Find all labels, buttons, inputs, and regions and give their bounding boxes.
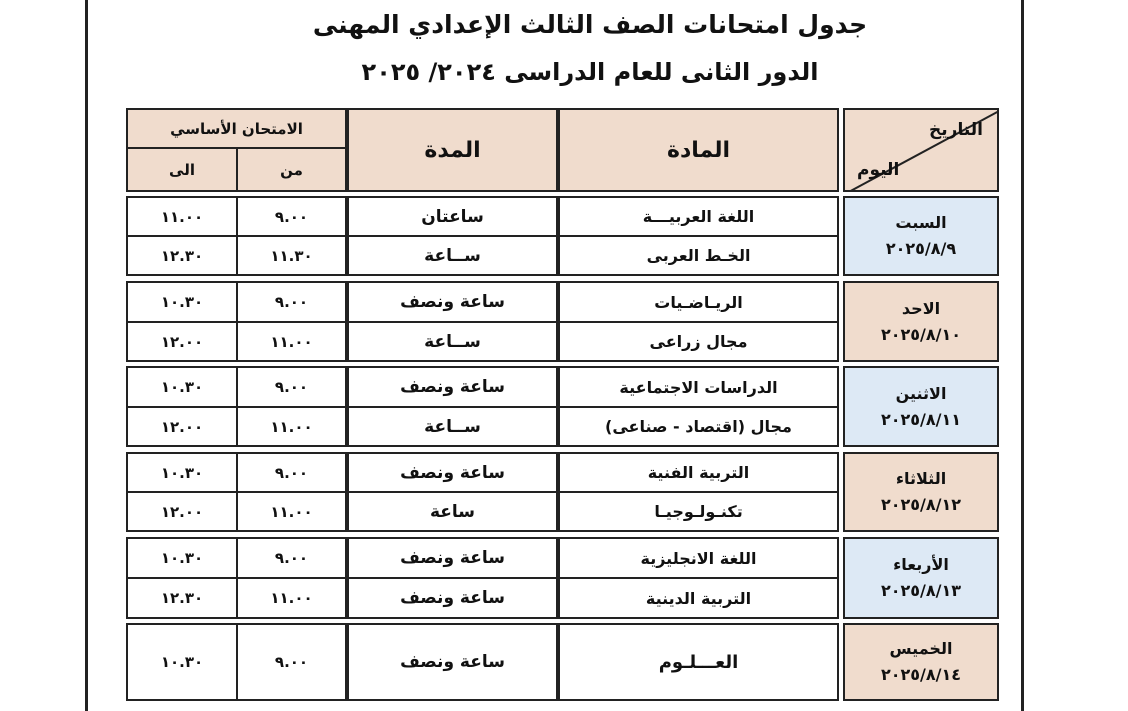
to-time-cell: ١٢.٣٠ (126, 235, 238, 276)
subject-cell: اللغة العربيـــة (558, 196, 839, 237)
from-time-cell: ٩.٠٠ (236, 537, 347, 579)
to-time-cell: ١٠.٣٠ (126, 537, 238, 579)
from-time-cell: ٩.٠٠ (236, 623, 347, 701)
to-time-cell: ١٢.٠٠ (126, 406, 238, 447)
subject-cell: اللغة الانجليزية (558, 537, 839, 579)
day-cell-sunday (843, 281, 999, 362)
duration-cell: ساعة ونصف (347, 577, 558, 619)
day-name: الاحد (901, 298, 941, 318)
to-time-cell: ١٢.٠٠ (126, 491, 238, 532)
from-time-cell: ١١.٠٠ (236, 491, 347, 532)
duration-cell: ساعة ونصف (347, 366, 558, 408)
duration-cell: ساعة ونصف (347, 452, 558, 493)
day-date: ٢٠٢٥/٨/١٤ (880, 665, 962, 684)
subject-cell: التربية الفنية (558, 452, 839, 493)
to-time-cell: ١٠.٣٠ (126, 452, 238, 493)
subject-cell: مجال زراعى (558, 321, 839, 362)
subject-cell: الريـاضـيات (558, 281, 839, 323)
subject-cell: مجال (اقتصاد - صناعى) (558, 406, 839, 447)
header-subject: المادة (558, 108, 839, 192)
duration-cell: ساعة ونصف (347, 537, 558, 579)
header-day: اليوم (857, 160, 900, 180)
subject-cell: الخـط العربى (558, 235, 839, 276)
duration-cell: ساعة ونصف (347, 623, 558, 701)
from-time-cell: ١١.٣٠ (236, 235, 347, 276)
day-name: الخميس (889, 639, 953, 659)
day-cell-thursday (843, 623, 999, 701)
to-time-cell: ١٠.٣٠ (126, 281, 238, 323)
day-cell-tuesday (843, 452, 999, 532)
to-time-cell: ١٢.٣٠ (126, 577, 238, 619)
from-time-cell: ٩.٠٠ (236, 281, 347, 323)
subject-cell: الدراسات الاجتماعية (558, 366, 839, 408)
duration-cell: ساعتان (347, 196, 558, 237)
day-date: ٢٠٢٥/٨/٩ (885, 239, 957, 258)
day-name: الاثنين (895, 383, 947, 403)
document-title: جدول امتحانات الصف الثالث الإعدادي المهنى (312, 10, 868, 39)
header-to: الى (126, 147, 238, 192)
subject-cell: تكنـولـوجيـا (558, 491, 839, 532)
from-time-cell: ١١.٠٠ (236, 406, 347, 447)
day-name: الثلاثاء (895, 469, 947, 489)
header-main-exam: الامتحان الأساسي (126, 108, 347, 149)
duration-cell: ســاعة (347, 235, 558, 276)
from-time-cell: ١١.٠٠ (236, 321, 347, 362)
day-name: الأربعاء (893, 555, 949, 575)
header-from: من (236, 147, 347, 192)
from-time-cell: ٩.٠٠ (236, 452, 347, 493)
day-date: ٢٠٢٥/٨/١١ (880, 409, 962, 429)
day-cell-wednesday (843, 537, 999, 619)
page-border-right (1021, 0, 1024, 711)
duration-cell: ساعة (347, 491, 558, 532)
to-time-cell: ١٢.٠٠ (126, 321, 238, 362)
day-name: السبت (895, 213, 947, 233)
to-time-cell: ١١.٠٠ (126, 196, 238, 237)
to-time-cell: ١٠.٣٠ (126, 623, 238, 701)
duration-cell: ســاعة (347, 321, 558, 362)
from-time-cell: ٩.٠٠ (236, 196, 347, 237)
duration-cell: ساعة ونصف (347, 281, 558, 323)
to-time-cell: ١٠.٣٠ (126, 366, 238, 408)
day-date: ٢٠٢٥/٨/١٠ (880, 324, 962, 344)
header-date-day-corner (843, 108, 999, 192)
day-date: ٢٠٢٥/٨/١٢ (880, 495, 962, 514)
subject-cell: العـــلـوم (558, 623, 839, 701)
page-border-left (85, 0, 88, 711)
header-duration: المدة (347, 108, 558, 192)
day-date: ٢٠٢٥/٨/١٣ (880, 581, 962, 600)
day-cell-saturday (843, 196, 999, 276)
document-subtitle: الدور الثانى للعام الدراسى ٢٠٢٤/ ٢٠٢٥ (361, 58, 819, 86)
from-time-cell: ١١.٠٠ (236, 577, 347, 619)
subject-cell: التربية الدينية (558, 577, 839, 619)
header-date: التاريخ (929, 120, 983, 140)
day-cell-monday (843, 366, 999, 447)
duration-cell: ســاعة (347, 406, 558, 447)
from-time-cell: ٩.٠٠ (236, 366, 347, 408)
